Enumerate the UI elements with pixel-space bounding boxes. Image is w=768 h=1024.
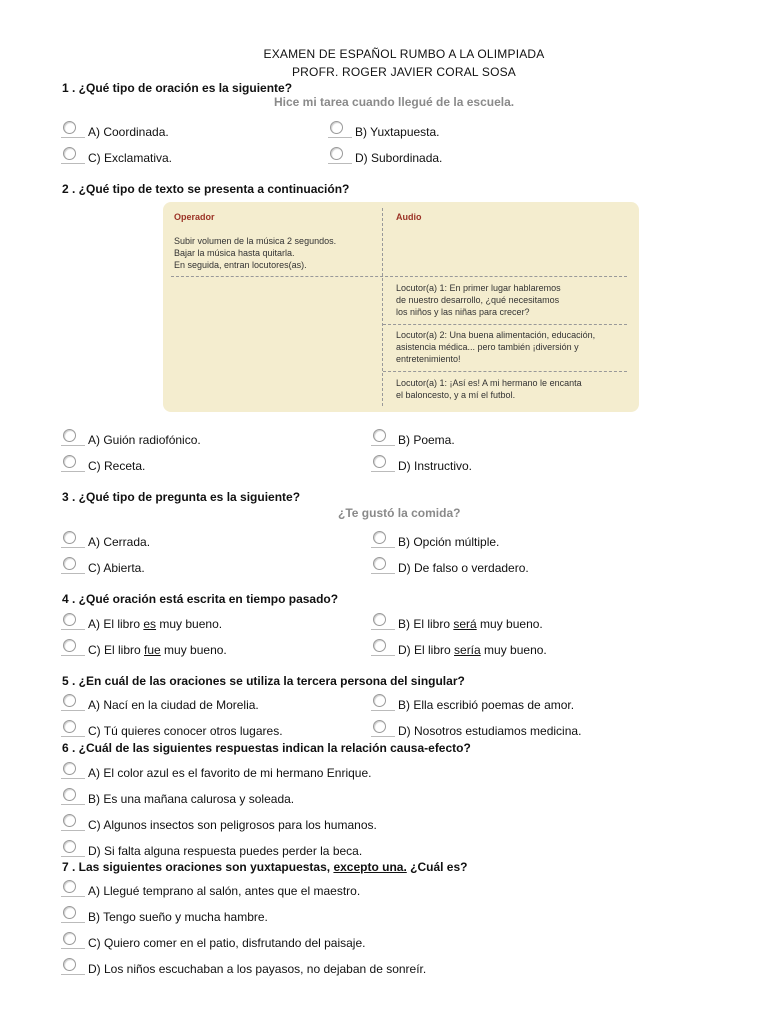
question-4: 4 . ¿Qué oración está escrita en tiempo pasado? — [62, 592, 339, 606]
question-5: 5 . ¿En cuál de las oraciones se utiliza la tercera persona del singular? — [62, 674, 465, 688]
script-operator-text: Subir volumen de la música 2 segundos. Bajar la música hasta quitarla. En seguida, entran locutores(as). — [174, 236, 337, 270]
radio-button-icon[interactable] — [63, 906, 76, 919]
question-3: 3 . ¿Qué tipo de pregunta es la siguiente? — [62, 490, 301, 504]
script-operator-header: Operador — [174, 212, 215, 222]
radio-button-icon[interactable] — [63, 958, 76, 971]
radio-button-icon[interactable] — [63, 557, 76, 570]
script-audio-1: Locutor(a) 1: En primer lugar hablaremos de nuestro desarrollo, ¿qué necesitamos los niños y las niñas para crecer? — [396, 283, 561, 317]
radio-button-icon[interactable] — [63, 455, 76, 468]
script-audio-header: Audio — [396, 212, 422, 222]
radio-button-icon[interactable] — [373, 613, 386, 626]
radio-button-icon[interactable] — [373, 531, 386, 544]
radio-button-icon[interactable] — [63, 147, 76, 160]
radio-button-icon[interactable] — [63, 429, 76, 442]
question-1-prompt: Hice mi tarea cuando llegué de la escuela. — [274, 95, 515, 109]
radio-button-icon[interactable] — [63, 639, 76, 652]
radio-button-icon[interactable] — [63, 694, 76, 707]
question-1: 1 . ¿Qué tipo de oración es la siguiente? — [62, 81, 293, 95]
question-2: 2 . ¿Qué tipo de texto se presenta a continuación? — [62, 182, 350, 196]
radio-button-icon[interactable] — [373, 557, 386, 570]
radio-button-icon[interactable] — [63, 613, 76, 626]
radio-button-icon[interactable] — [63, 932, 76, 945]
radio-button-icon[interactable] — [63, 762, 76, 775]
exam-author: PROFR. ROGER JAVIER CORAL SOSA — [291, 65, 517, 79]
radio-button-icon[interactable] — [373, 455, 386, 468]
radio-button-icon[interactable] — [373, 429, 386, 442]
radio-button-icon[interactable] — [330, 121, 343, 134]
exam-title: EXAMEN DE ESPAÑOL RUMBO A LA OLIMPIADA — [263, 47, 545, 61]
question-6: 6 . ¿Cuál de las siguientes respuestas indican la relación causa-efecto? — [62, 741, 471, 755]
radio-button-icon[interactable] — [63, 121, 76, 134]
radio-button-icon[interactable] — [63, 531, 76, 544]
radio-button-icon[interactable] — [63, 814, 76, 827]
question-7: 7 . Las siguientes oraciones son yuxtapuestas, excepto una. ¿Cuál es? — [62, 860, 468, 874]
radio-button-icon[interactable] — [330, 147, 343, 160]
radio-button-icon[interactable] — [63, 788, 76, 801]
script-audio-3: Locutor(a) 1: ¡Así es! A mi hermano le encanta el baloncesto, y a mí el futbol. — [396, 378, 582, 400]
radio-script-box — [163, 202, 639, 412]
radio-button-icon[interactable] — [63, 840, 76, 853]
radio-button-icon[interactable] — [373, 694, 386, 707]
radio-button-icon[interactable] — [63, 880, 76, 893]
radio-button-icon[interactable] — [373, 639, 386, 652]
question-3-prompt: ¿Te gustó la comida? — [338, 506, 461, 520]
radio-button-icon[interactable] — [63, 720, 76, 733]
script-audio-2: Locutor(a) 2: Una buena alimentación, educación, asistencia médica... pero también ¡diversión y entretenimiento! — [396, 330, 596, 364]
radio-button-icon[interactable] — [373, 720, 386, 733]
